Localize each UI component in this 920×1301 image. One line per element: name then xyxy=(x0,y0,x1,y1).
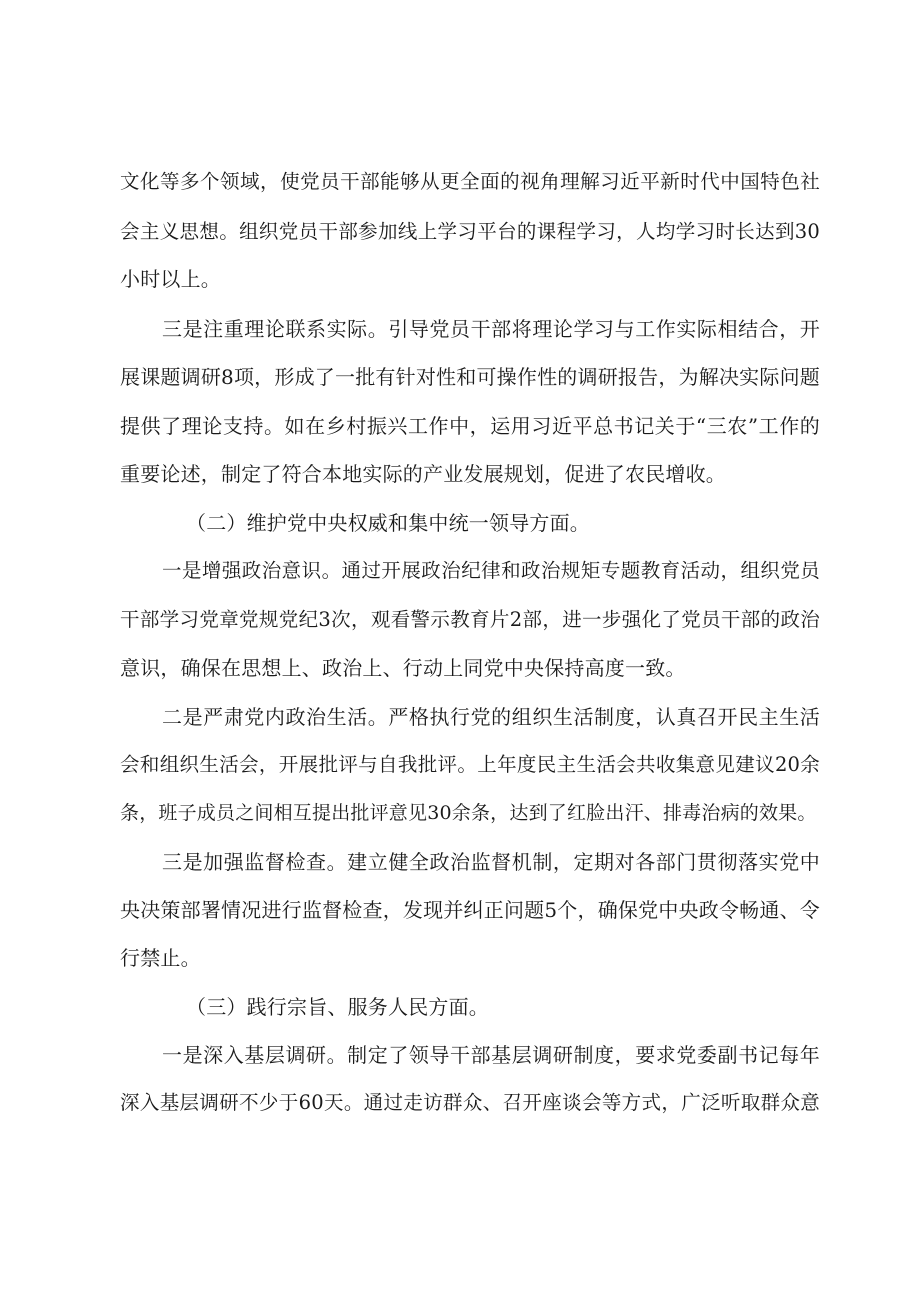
paragraph-5-line-1: 三是加强监督检查。建立健全政治监督机制，定期对各部门贯彻落实党中 xyxy=(162,850,820,874)
paragraph-2-line-3: 提供了理论支持。如在乡村振兴工作中，运用习近平总书记关于“三农”工作的 xyxy=(120,414,820,438)
paragraph-4-line-3: 条，班子成员之间相互提出批评意见30余条，达到了红脸出汗、排毒治病的效果。 xyxy=(120,802,817,824)
paragraph-2-line-2: 展课题调研8项，形成了一批有针对性和可操作性的调研报告，为解决实际问题 xyxy=(120,365,820,389)
paragraph-6-line-2: 深入基层调研不少于60天。通过走访群众、召开座谈会等方式，广泛听取群众意 xyxy=(120,1091,820,1114)
paragraph-3-line-2: 干部学习党章党规党纪3次，观看警示教育片2部，进一步强化了党员干部的政治 xyxy=(120,608,820,631)
section-heading-2: （二）维护党中央权威和集中统一领导方面。 xyxy=(186,511,590,535)
paragraph-2-line-1: 三是注重理论联系实际。引导党员干部将理论学习与工作实际相结合，开 xyxy=(162,317,820,341)
paragraph-1-line-3: 小时以上。 xyxy=(120,267,221,291)
paragraph-2-line-4: 重要论述，制定了符合本地实际的产业发展规划，促进了农民增收。 xyxy=(120,462,726,486)
paragraph-1-line-2: 会主义思想。组织党员干部参加线上学习平台的课程学习，人均学习时长达到30 xyxy=(120,220,820,243)
paragraph-3-line-3: 意识，确保在思想上、政治上、行动上同党中央保持高度一致。 xyxy=(120,656,686,680)
paragraph-5-line-2: 央决策部署情况进行监督检查，发现并纠正问题5个，确保党中央政令畅通、令 xyxy=(120,898,820,922)
section-heading-3: （三）践行宗旨、服务人民方面。 xyxy=(186,995,489,1019)
paragraph-4-line-2: 会和组织生活会，开展批评与自我批评。上年度民主生活会共收集意见建议20余 xyxy=(120,753,820,776)
paragraph-1-line-1: 文化等多个领域，使党员干部能够从更全面的视角理解习近平新时代中国特色社 xyxy=(120,170,820,193)
paragraph-5-line-3: 行禁止。 xyxy=(120,946,201,970)
paragraph-4-line-1: 二是严肃党内政治生活。严格执行党的组织生活制度，认真召开民主生活 xyxy=(162,705,820,729)
paragraph-6-line-1: 一是深入基层调研。制定了领导干部基层调研制度，要求党委副书记每年 xyxy=(162,1043,820,1067)
paragraph-3-line-1: 一是增强政治意识。通过开展政治纪律和政治规矩专题教育活动，组织党员 xyxy=(162,559,820,582)
